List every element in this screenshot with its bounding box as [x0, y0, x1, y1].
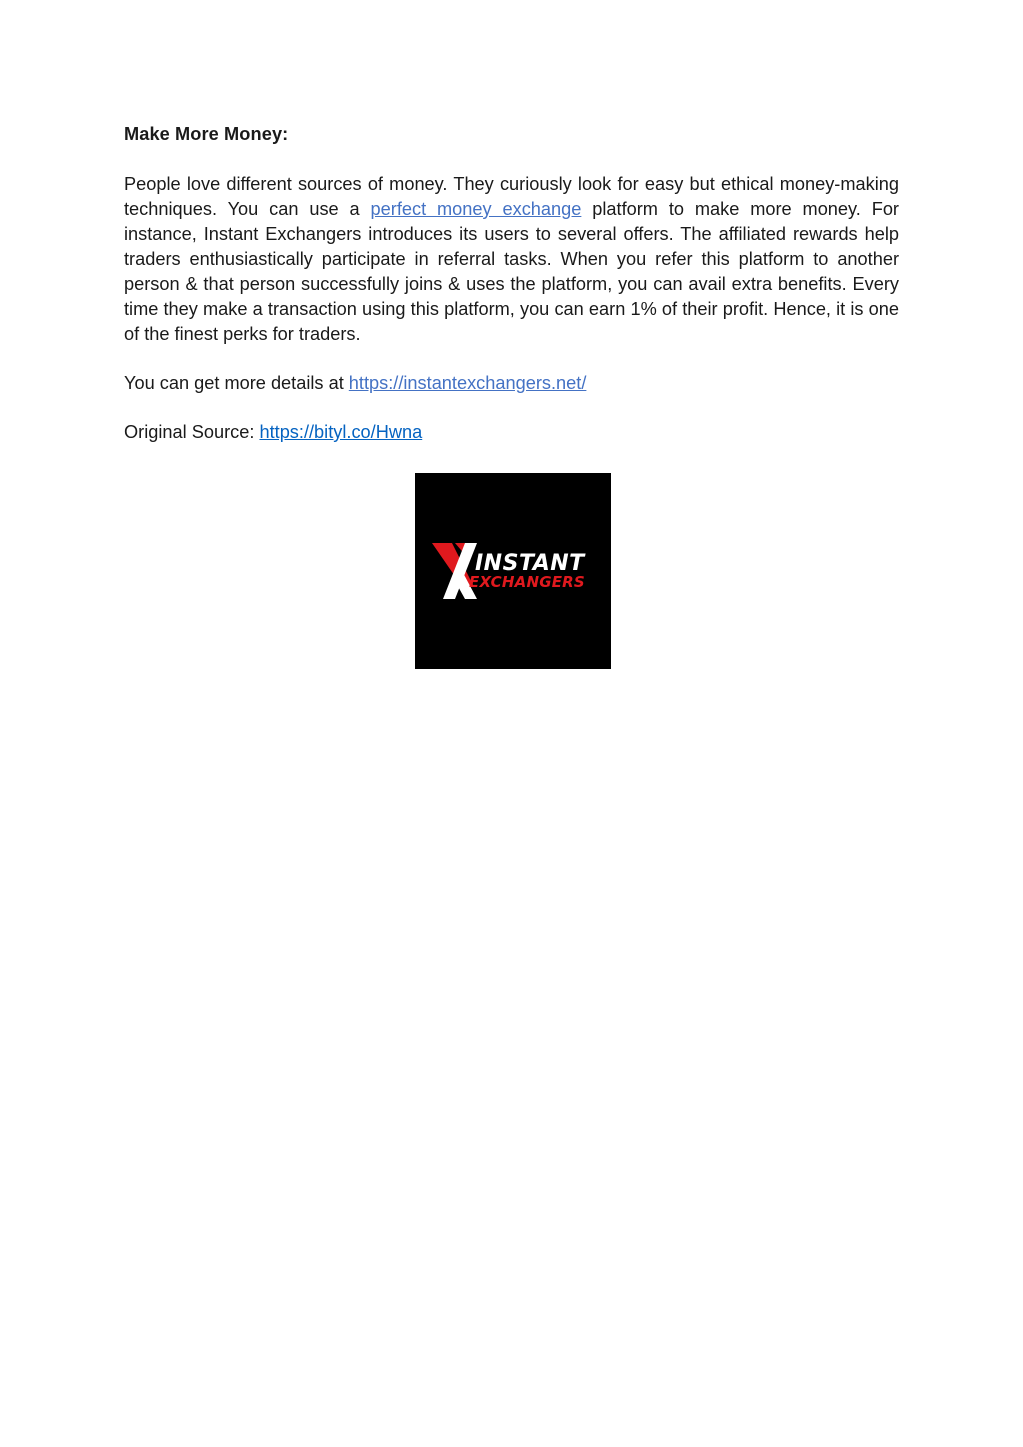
section-heading: Make More Money:	[124, 124, 289, 144]
logo-wordmark-line2: EXCHANGERS	[469, 573, 585, 591]
source-line	[124, 420, 899, 445]
source-label: Original Source:	[124, 422, 260, 442]
paragraph-text-end: platform to make more money. For instance, Instant Exchangers introduces its users to several offers. The affiliated rewards help traders enthusiastically participate in referral tasks. When you refer this platform to another person & that person successfully joins & uses the platform, you can avail extra benefits. Every time they make a transaction using this platform, you can earn 1% of their profit. Hence, it is one of the finest perks for traders.	[124, 199, 899, 344]
logo-graphic	[415, 473, 611, 669]
instantexchangers-link[interactable]: https://instantexchangers.net/	[348, 373, 587, 393]
instant-exchangers-logo	[415, 473, 611, 669]
details-line	[124, 371, 899, 396]
details-label: You can get more details at	[124, 373, 349, 393]
perfect-money-exchange-link[interactable]: perfect money exchange	[370, 199, 582, 219]
logo-wordmark-line1: INSTANT	[475, 551, 585, 576]
paragraph-text-start: People love different sources of money. They curiously look for easy but ethical money-making techniques. You can use a	[124, 174, 899, 219]
body-paragraph	[124, 172, 899, 347]
document-body	[124, 122, 899, 469]
original-source-link[interactable]: https://bityl.co/Hwna	[259, 422, 423, 442]
